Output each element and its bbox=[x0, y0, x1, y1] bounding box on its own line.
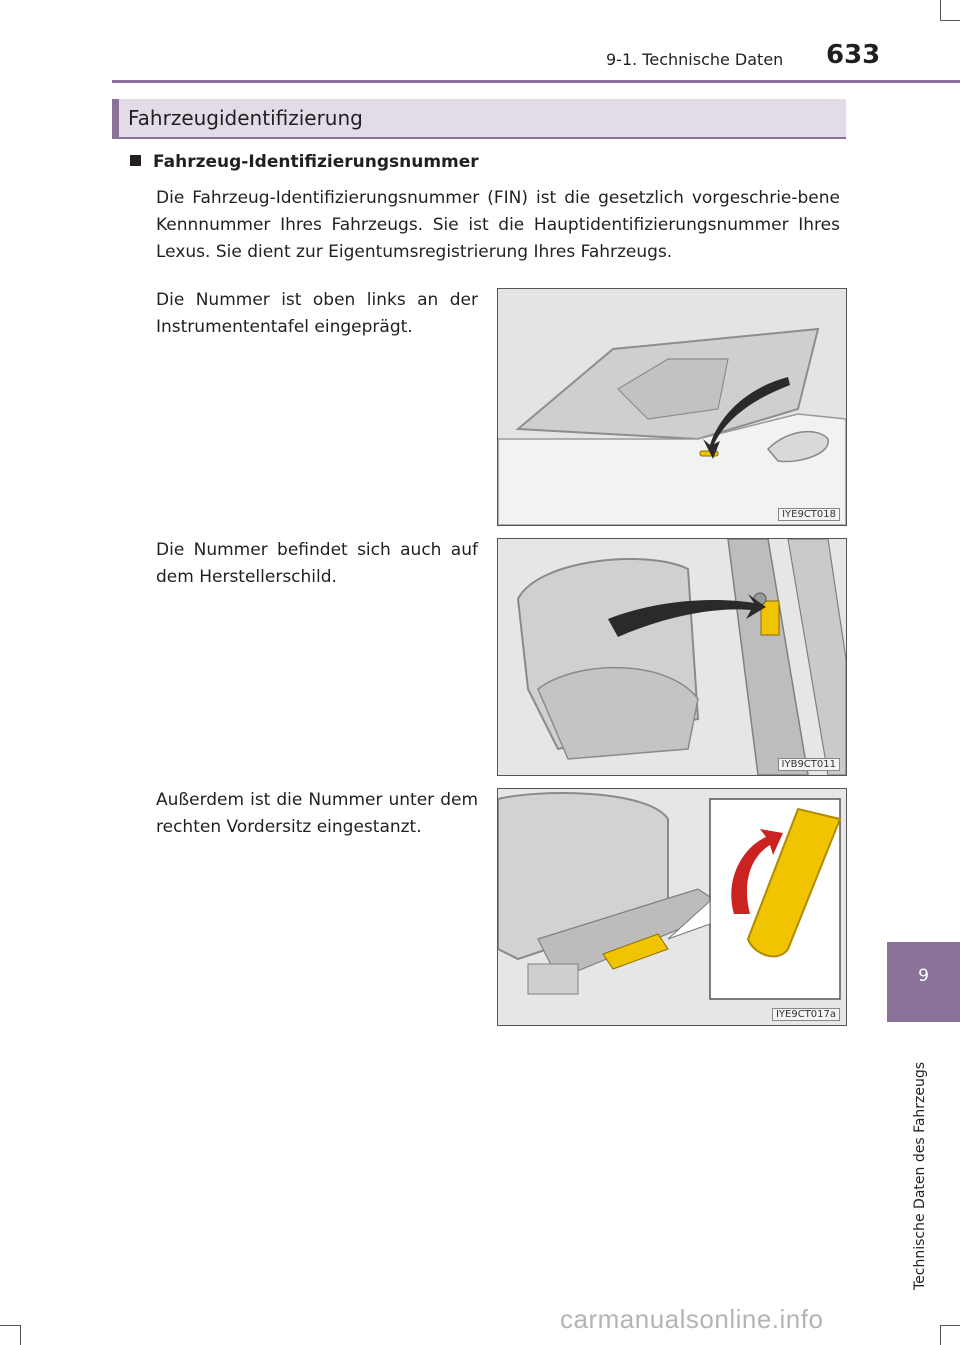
crop-mark bbox=[940, 1325, 941, 1345]
figure-label: IYB9CT011 bbox=[778, 758, 840, 771]
chapter-tab bbox=[887, 942, 960, 1022]
chapter-number: 9 bbox=[918, 966, 929, 986]
figure-under-seat bbox=[497, 788, 847, 1026]
under-seat-illustration bbox=[498, 789, 846, 1025]
figure-label: IYE9CT018 bbox=[778, 508, 840, 521]
crop-mark bbox=[940, 1325, 960, 1326]
figure-manufacturer-plate bbox=[497, 538, 847, 776]
section-title-bar bbox=[112, 99, 846, 139]
item-text-dashboard: Die Nummer ist oben links an der Instrumententafel eingeprägt. bbox=[156, 290, 478, 337]
bullet-square-icon bbox=[130, 155, 141, 166]
item-text-plate: Die Nummer befindet sich auch auf dem Herstellerschild. bbox=[156, 540, 478, 587]
subsection-heading-text: Fahrzeug-Identifizierungsnummer bbox=[153, 152, 479, 172]
section-accent bbox=[112, 99, 119, 137]
chapter-title-vertical: Technische Daten des Fahrzeugs bbox=[912, 1061, 928, 1290]
header-rule bbox=[112, 80, 960, 83]
page-number: 633 bbox=[826, 40, 881, 70]
crop-mark bbox=[940, 20, 960, 21]
intro-paragraph: Die Fahrzeug-Identifizierungsnummer (FIN) ist die gesetzlich vorgeschrie-bene Kennnummer Ihres Fahrzeugs. Sie ist die Hauptidentifizierungsnummer Ihres Lexus. Sie dient zur Eigentumsregistrierung Ihres Fahrzeugs. bbox=[156, 188, 840, 262]
windshield-illustration bbox=[498, 289, 846, 525]
door-pillar-illustration bbox=[498, 539, 846, 775]
crop-mark bbox=[20, 1325, 21, 1345]
figure-label: IYE9CT017a bbox=[772, 1008, 840, 1021]
figure-dashboard-vin bbox=[497, 288, 847, 526]
running-header-section: 9-1. Technische Daten bbox=[606, 50, 784, 69]
section-title: Fahrzeugidentifizierung bbox=[128, 106, 363, 130]
subsection-heading bbox=[130, 152, 479, 172]
watermark: carmanualsonline.info bbox=[560, 1304, 824, 1334]
crop-mark bbox=[940, 0, 941, 20]
item-text-seat: Außerdem ist die Nummer unter dem rechten Vordersitz eingestanzt. bbox=[156, 790, 478, 837]
crop-mark bbox=[0, 1325, 20, 1326]
